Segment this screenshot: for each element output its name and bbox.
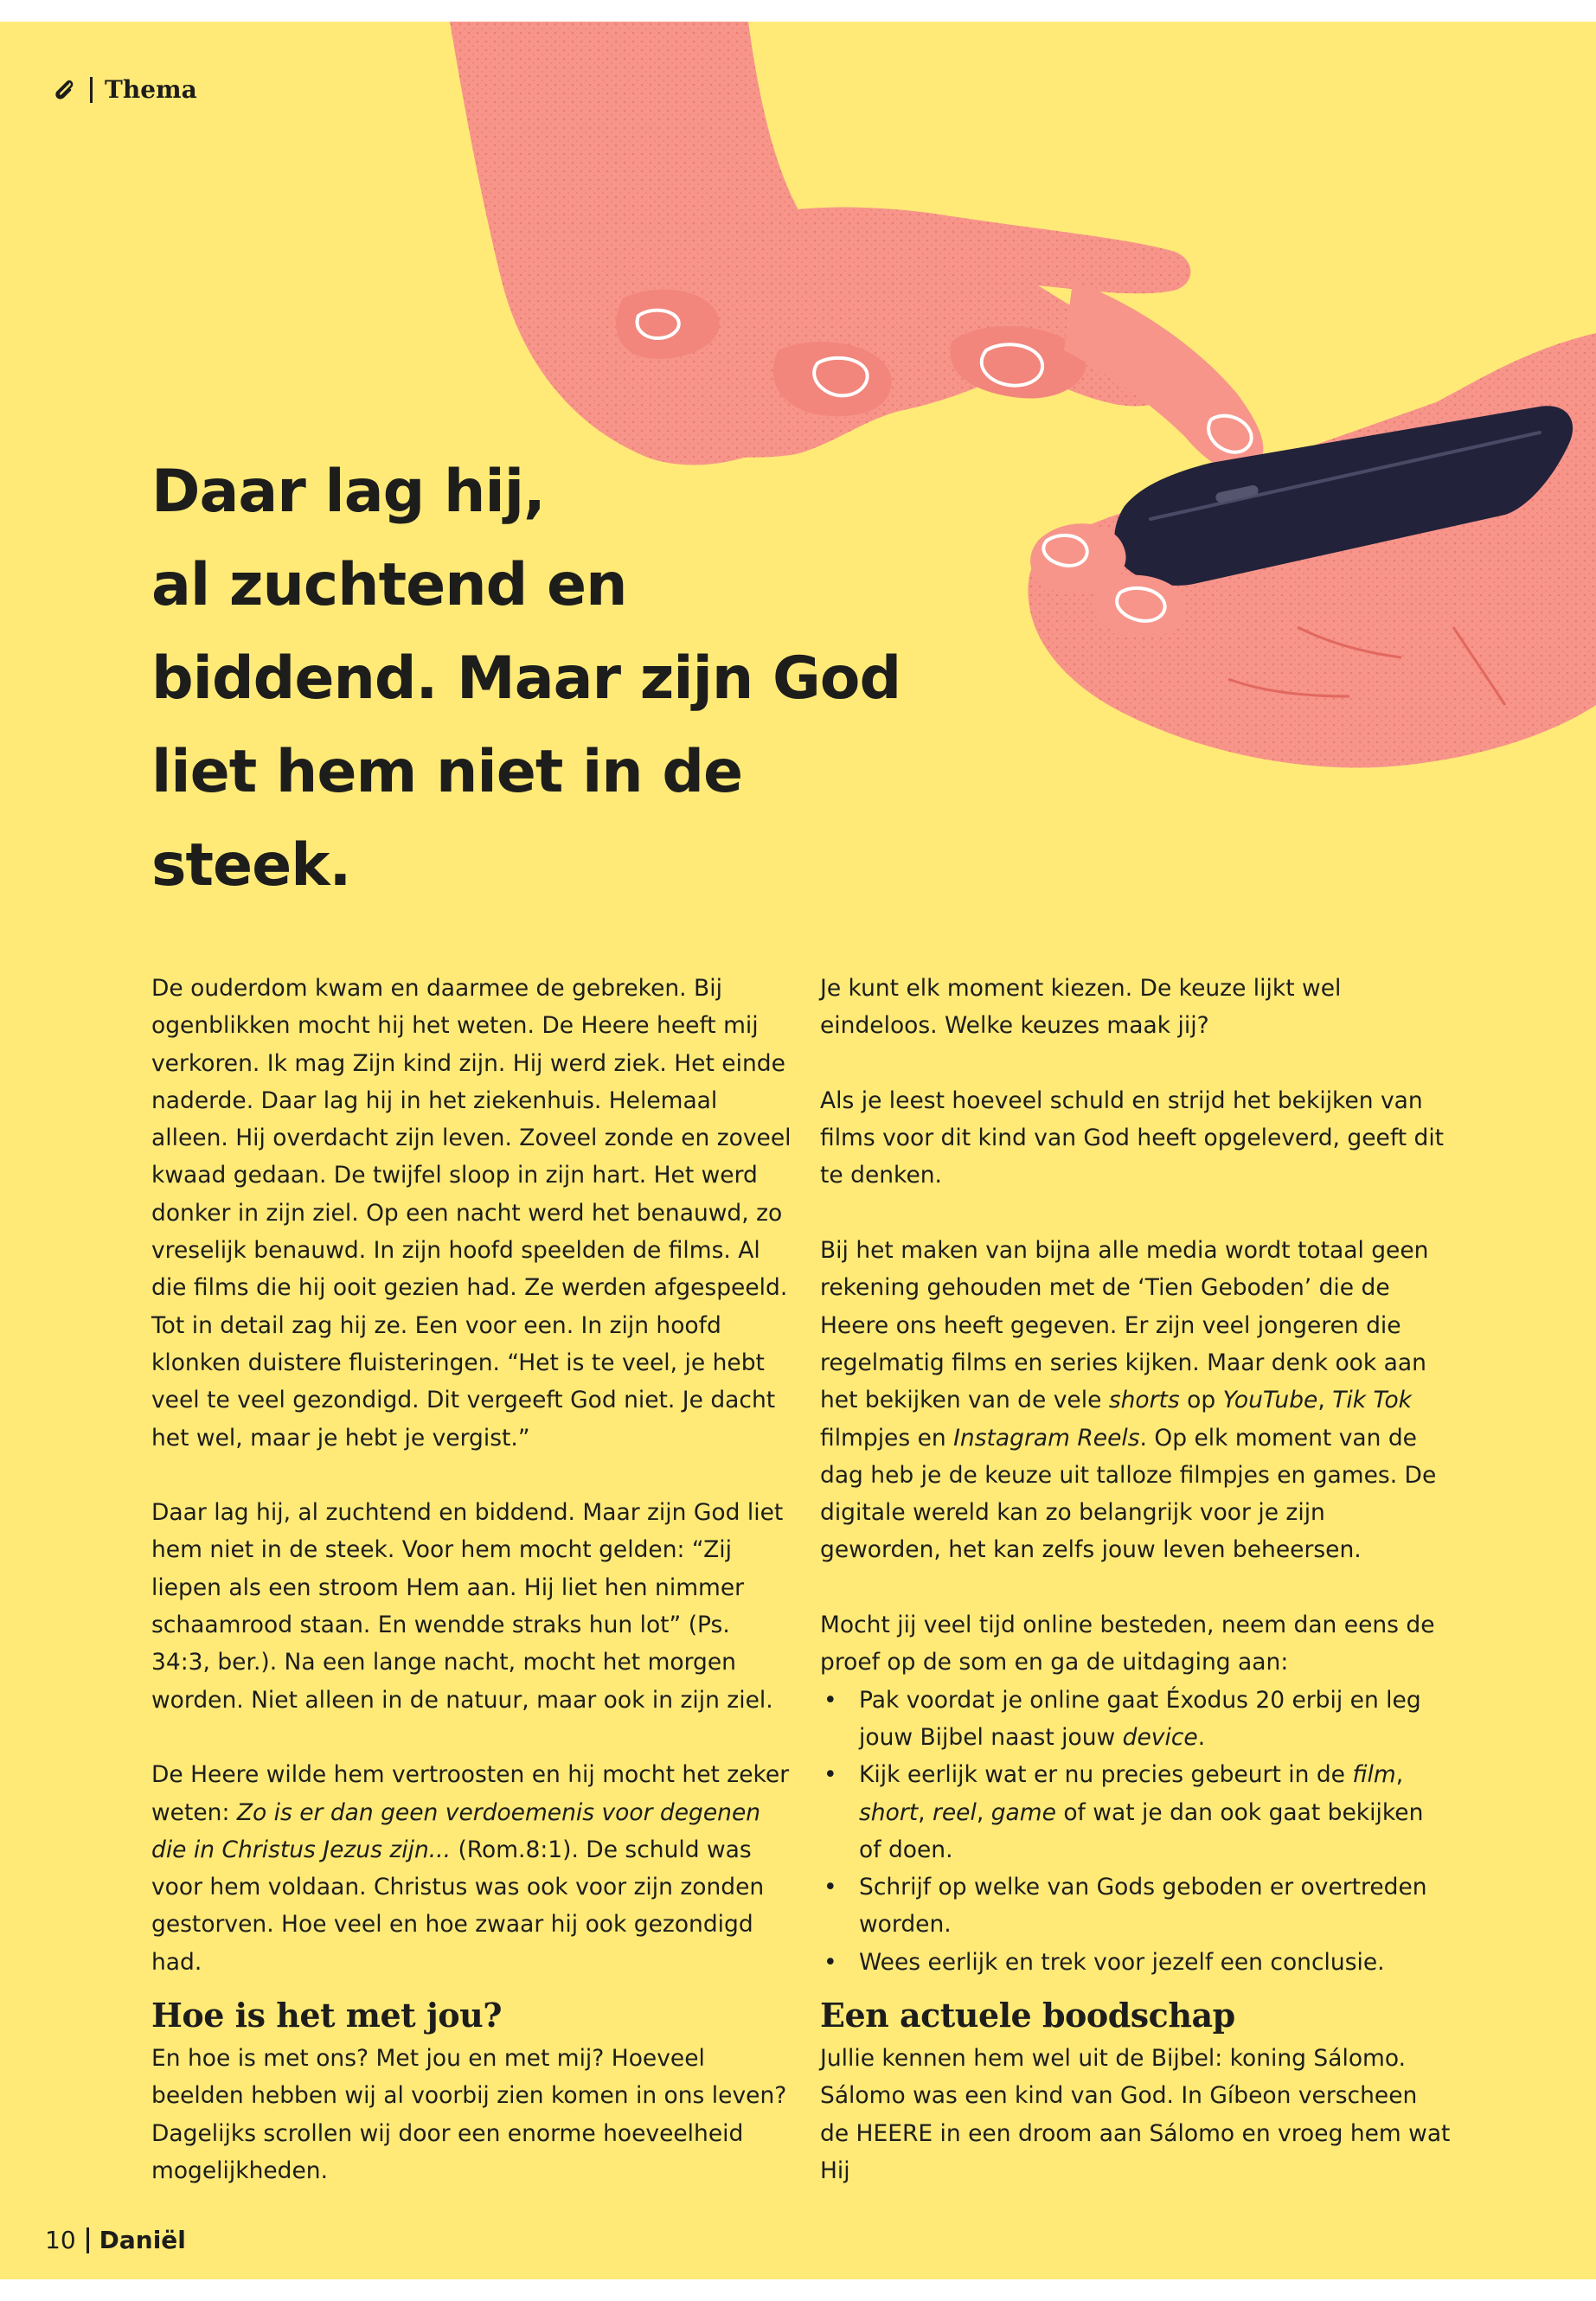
- paragraph: Mocht jij veel tijd online besteden, neem dan eens de proef op de som en ga de uitdaging aan:: [820, 1612, 1435, 1676]
- italic-term: YouTube: [1222, 1387, 1318, 1414]
- right-column: [820, 970, 1452, 2189]
- italic-term: Instagram Reels: [953, 1424, 1140, 1452]
- paragraph: [820, 1232, 1452, 1569]
- bible-quote: Zo is er dan geen verdoemenis voor degenen die in Christus Jezus zijn...: [151, 1798, 761, 1863]
- list-item: [820, 1682, 1452, 1757]
- paragraph: En hoe is met ons? Met jou en met mij? Hoeveel beelden hebben wij al voorbij zien komen in ons leven? Dagelijks scrollen wij door een enorme hoeveelheid mogelijkheden.: [151, 2045, 787, 2184]
- headline-line: al zuchtend en: [151, 551, 627, 619]
- italic-term: film: [1352, 1761, 1396, 1789]
- page-footer: [45, 2226, 186, 2254]
- list-item-text: .: [1197, 1723, 1206, 1751]
- headline-line: liet hem niet in de steek.: [151, 738, 743, 900]
- italic-term: device: [1122, 1723, 1198, 1751]
- left-column: [151, 970, 792, 2189]
- list-item-text: of wat je dan ook gaat bekijken of doen.: [859, 1798, 1424, 1863]
- challenge-list: [820, 1682, 1452, 1981]
- subheading: Hoe is het met jou?: [151, 1996, 502, 2035]
- paragraph: De ouderdom kwam en daarmee de gebreken. Bij ogenblikken mocht hij het weten. De Heere heeft mij verkoren. Ik mag Zijn kind zijn. Hij werd ziek. Het einde naderde. Daar lag hij in het ziekenhuis. Helemaal alleen. Hij overdacht zijn leven. Zoveel zonde en zoveel kwaad gedaan. De twijfel sloop in zijn hart. Het werd donker in zijn ziel. Op een nacht werd het benauwd, zo vreselijk benauwd. In zijn hoofd speelden de films. Al die films die hij ooit gezien had. Ze werden afgespeeld. Tot in detail zag hij ze. Een voor een. In zijn hoofd klonken duistere fluisteringen. “Het is te veel, je hebt veel te veel gezondigd. Dit vergeeft God niet. Je dacht het wel, maar je hebt je vergist.”: [151, 975, 792, 1452]
- paragraph: Jullie kennen hem wel uit de Bijbel: koning Sálomo. Sálomo was een kind van God. In Gíbeon verscheen de HEERE in een droom aan Sálomo en vroeg hem wat Hij: [820, 2045, 1451, 2184]
- paragraph-text: Bij het maken van bijna alle media wordt totaal geen rekening gehouden met de ‘Tien Geboden’ die de Heere ons heeft gegeven. Er zijn veel jongeren die regelmatig films en series kijken. Maar denk ook aan het bekijken van de vele: [820, 1237, 1429, 1414]
- paragraph: Als je leest hoeveel schuld en strijd het bekijken van films voor dit kind van God heeft opgeleverd, geeft dit te denken.: [820, 1086, 1445, 1189]
- list-item-text: ,: [918, 1798, 933, 1826]
- paperclip-icon: [52, 77, 78, 103]
- list-item: [820, 1756, 1452, 1868]
- magazine-name: Daniël: [99, 2226, 186, 2254]
- headline: [151, 445, 930, 913]
- list-item-text: ,: [1395, 1761, 1404, 1789]
- magazine-page: [0, 22, 1596, 2279]
- page-number: 10: [45, 2226, 76, 2254]
- italic-term: short: [859, 1798, 919, 1826]
- italic-term: game: [990, 1798, 1056, 1826]
- paragraph: Je kunt elk moment kiezen. De keuze lijkt wel eindeloos. Welke keuzes maak jij?: [820, 975, 1342, 1040]
- paragraph-text: . Op elk moment van de dag heb je de keuze uit talloze filmpjes en games. De digitale wereld kan zo belangrijk voor je zijn geworden, het kan zelfs jouw leven beheersen.: [820, 1424, 1437, 1564]
- italic-term: shorts: [1108, 1387, 1180, 1414]
- paragraph: [151, 1756, 792, 1981]
- footer-divider: [87, 2227, 89, 2253]
- headline-line: Daar lag hij,: [151, 458, 545, 526]
- paragraph-text: De Heere wilde hem vertroosten en hij mocht het zeker weten:: [151, 1761, 790, 1826]
- section-label: Thema: [105, 75, 197, 104]
- tag-divider: [90, 77, 93, 103]
- paragraph-text: ,: [1317, 1387, 1333, 1414]
- list-item-text: ,: [976, 1798, 991, 1826]
- section-tag: [52, 75, 197, 104]
- paragraph-text: (Rom.8:1). De schuld was voor hem voldaan. Christus was ook voor zijn zonden gestorven. Hoe veel en hoe zwaar hij ook gezondigd had.: [151, 1836, 765, 1976]
- list-item-text: Pak voordat je online gaat Éxodus 20 erbij en leg jouw Bijbel naast jouw: [859, 1686, 1421, 1751]
- paragraph-text: op: [1179, 1387, 1223, 1414]
- italic-term: Tik Tok: [1332, 1387, 1413, 1414]
- subheading: Een actuele boodschap: [820, 1996, 1235, 2035]
- list-item: • Schrijf op welke van Gods geboden er overtreden worden.: [820, 1868, 1452, 1944]
- italic-term: reel: [932, 1798, 977, 1826]
- headline-line: biddend. Maar zijn God: [151, 644, 901, 713]
- list-item-text: Kijk eerlijk wat er nu precies gebeurt in de: [859, 1761, 1353, 1789]
- list-item: • Wees eerlijk en trek voor jezelf een conclusie.: [820, 1944, 1452, 1981]
- paragraph-text: filmpjes en: [820, 1424, 954, 1452]
- paragraph: Daar lag hij, al zuchtend en biddend. Maar zijn God liet hem niet in de steek. Voor hem mocht gelden: “Zij liepen als een stroom Hem aan. Hij liet hen nimmer schaamrood staan. En wendde straks hun lot” (Ps. 34:3, ber.). Na een lange nacht, mocht het morgen worden. Niet alleen in de natuur, maar ook in zijn ziel.: [151, 1499, 784, 1714]
